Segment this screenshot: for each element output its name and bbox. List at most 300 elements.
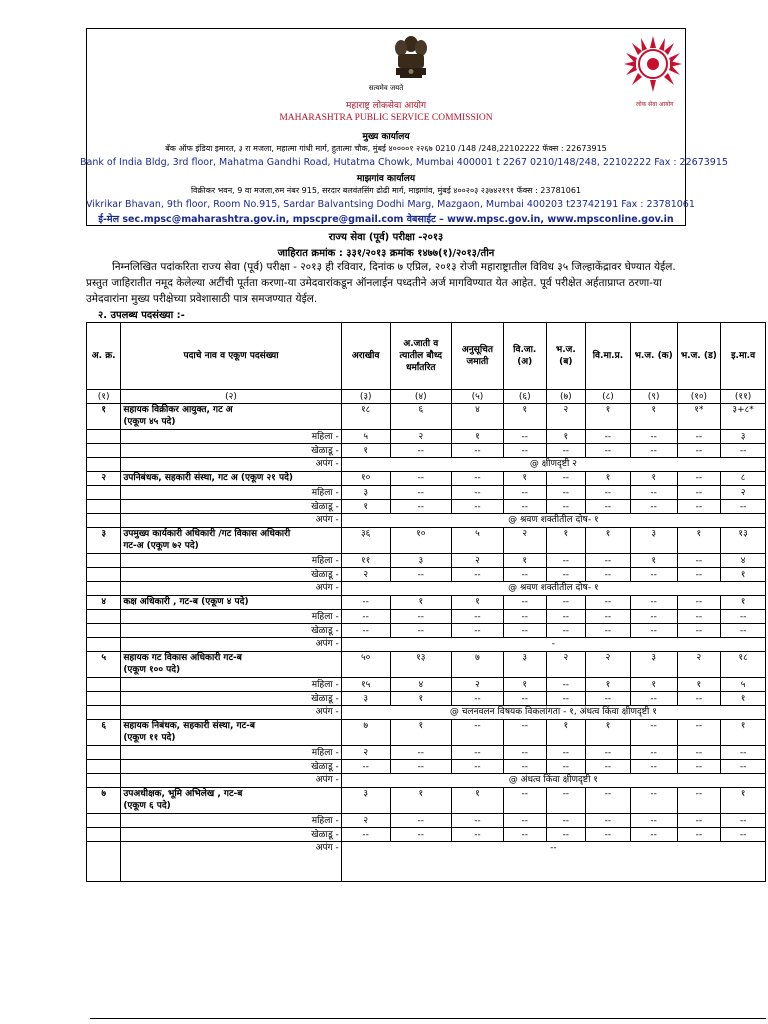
empty-cell: [87, 814, 121, 828]
kheladu-count-cell: --: [721, 444, 766, 458]
post-count-cell: १: [721, 596, 766, 610]
post-count-cell: ३: [630, 652, 677, 678]
header-sc: अ.जाती व त्यातील बौध्द धर्मांतरित: [390, 323, 451, 390]
mahila-count-cell: ११: [341, 554, 390, 568]
post-count-cell: १: [630, 472, 677, 486]
paragraph-line-3: उमेदवारांना मुख्य परीक्षेच्या प्रवेशासाठी पात्र समजण्यात येईल.: [86, 293, 318, 305]
table-row-kheladu: [87, 760, 766, 774]
kheladu-count-cell: --: [677, 692, 721, 706]
mahila-count-cell: १: [546, 430, 586, 444]
branch-office-address-english: Vikrikar Bhavan, 9th floor, Room No.915, Sardar Balvantsing Dodhi Marg, Mazgaon, Mumbai 400203 t23742191 Fax : 23781061: [86, 199, 695, 210]
kheladu-count-cell: ३: [341, 692, 390, 706]
col-number: (९): [630, 390, 677, 404]
kheladu-count-cell: --: [677, 624, 721, 638]
mahila-count-cell: --: [630, 610, 677, 624]
header-ntd: भ.ज. (ड): [677, 323, 721, 390]
post-name-line-1: सहायक विक्रीकर आयुक्त, गट अ: [123, 405, 233, 415]
post-count-cell: ८: [721, 472, 766, 486]
post-serial: ७: [87, 788, 121, 814]
kheladu-count-cell: १: [390, 692, 451, 706]
apang-note: -: [341, 638, 765, 652]
mahila-count-cell: --: [677, 486, 721, 500]
mahila-count-cell: --: [586, 610, 631, 624]
mahila-count-cell: ३: [341, 486, 390, 500]
kheladu-count-cell: --: [721, 500, 766, 514]
table-row: [87, 788, 766, 814]
head-office-address-english: Bank of India Bldg, 3rd floor, Mahatma Gandhi Road, Hutatma Chowk, Mumbai 400001 t 2267 0210/148/248, 22102222 Fax : 22673915: [80, 157, 728, 168]
post-count-cell: १: [721, 788, 766, 814]
post-count-cell: २: [546, 404, 586, 430]
empty-cell: [87, 458, 121, 472]
kheladu-count-cell: --: [390, 624, 451, 638]
table-row: [87, 652, 766, 678]
kheladu-count-cell: --: [586, 760, 631, 774]
kheladu-count-cell: --: [390, 760, 451, 774]
post-count-cell: --: [677, 720, 721, 746]
kheladu-count-cell: २: [341, 568, 390, 582]
kheladu-count-cell: --: [341, 760, 390, 774]
apang-note: @ चलनवलन विषयक विकलांगता - १, अंधत्व किंवा क्षीणदृष्टी १: [341, 706, 765, 720]
post-count-cell: १: [586, 528, 631, 554]
kheladu-count-cell: --: [630, 444, 677, 458]
mahila-count-cell: २: [451, 678, 503, 692]
mahila-count-cell: ५: [721, 678, 766, 692]
post-count-cell: १: [721, 720, 766, 746]
post-serial: ४: [87, 596, 121, 610]
mahila-count-cell: --: [503, 746, 546, 760]
post-count-cell: १: [677, 528, 721, 554]
table-row: [87, 596, 766, 610]
kheladu-count-cell: --: [546, 760, 586, 774]
table-row-mahila: [87, 430, 766, 444]
kheladu-count-cell: --: [586, 828, 631, 842]
post-count-cell: १८: [721, 652, 766, 678]
mahila-count-cell: --: [677, 814, 721, 828]
emblem-motto: सत्यमेव जयते: [368, 84, 404, 92]
empty-cell: [87, 692, 121, 706]
kheladu-count-cell: --: [630, 828, 677, 842]
apang-note: @ अंधत्व किंवा क्षीणदृष्टी १: [341, 774, 765, 788]
post-count-cell: --: [677, 788, 721, 814]
kheladu-count-cell: --: [721, 828, 766, 842]
mahila-count-cell: --: [586, 814, 631, 828]
advertisement-number: जाहिरात क्रमांक : ३३१/२०१३ क्रमांक १४७७(१)/२०१३/तीन: [277, 248, 495, 259]
post-name-line-1: कक्ष अधिकारी , गट-ब (एकूण ४ पदे): [123, 597, 249, 607]
post-count-cell: ४: [451, 404, 503, 430]
kheladu-count-cell: --: [503, 828, 546, 842]
post-count-cell: २: [677, 652, 721, 678]
letterhead-box: [86, 28, 695, 226]
post-count-cell: १: [630, 404, 677, 430]
empty-cell: [87, 760, 121, 774]
post-count-cell: ३: [630, 528, 677, 554]
table-row-mahila: [87, 610, 766, 624]
post-name: [121, 788, 341, 814]
post-count-cell: --: [451, 720, 503, 746]
kheladu-count-cell: --: [503, 568, 546, 582]
post-name-line-1: उपनिबंधक, सहकारी संस्था, गट अ (एकूण २१ पदे): [123, 473, 293, 483]
mahila-count-cell: --: [630, 430, 677, 444]
mahila-count-cell: --: [546, 486, 586, 500]
mahila-count-cell: --: [451, 746, 503, 760]
post-count-cell: १: [390, 788, 451, 814]
table-row-kheladu: [87, 568, 766, 582]
mahila-count-cell: --: [630, 486, 677, 500]
post-name: [121, 528, 341, 554]
kheladu-count-cell: --: [451, 760, 503, 774]
empty-cell: [87, 638, 121, 652]
col-number: (१): [87, 390, 121, 404]
post-count-cell: ७: [451, 652, 503, 678]
apang-note: @ श्रवण शक्तीतील दोष- १: [341, 514, 765, 528]
mahila-count-cell: १: [586, 678, 631, 692]
kheladu-count-cell: --: [390, 828, 451, 842]
mahila-label: महिला -: [121, 610, 341, 624]
mahila-count-cell: --: [390, 486, 451, 500]
kheladu-label: खेळाडू -: [121, 828, 341, 842]
kheladu-count-cell: १: [721, 568, 766, 582]
kheladu-count-cell: --: [546, 568, 586, 582]
header-ntc: भ.ज. (क): [630, 323, 677, 390]
kheladu-count-cell: --: [677, 828, 721, 842]
apang-label: अपंग -: [121, 458, 341, 472]
apang-label: अपंग -: [121, 842, 341, 882]
post-count-cell: १: [451, 596, 503, 610]
post-count-cell: --: [546, 596, 586, 610]
kheladu-count-cell: --: [586, 444, 631, 458]
mahila-count-cell: --: [546, 554, 586, 568]
kheladu-label: खेळाडू -: [121, 692, 341, 706]
post-count-cell: --: [503, 788, 546, 814]
post-count-cell: १: [586, 472, 631, 486]
kheladu-count-cell: १: [341, 500, 390, 514]
post-count-cell: ६: [390, 404, 451, 430]
table-row: [87, 404, 766, 430]
col-number: (१०): [677, 390, 721, 404]
post-count-cell: १: [546, 528, 586, 554]
kheladu-count-cell: --: [503, 444, 546, 458]
post-count-cell: २: [586, 652, 631, 678]
exam-title: राज्य सेवा (पूर्व) परीक्षा -२०१३: [328, 232, 444, 243]
post-count-cell: --: [451, 472, 503, 486]
table-row-apang: [87, 458, 766, 472]
table-row: [87, 720, 766, 746]
kheladu-count-cell: --: [630, 760, 677, 774]
branch-office-label: माझगांव कार्यालय: [356, 174, 416, 184]
post-count-cell: ३६: [341, 528, 390, 554]
post-count-cell: --: [503, 720, 546, 746]
post-count-cell: ५०: [341, 652, 390, 678]
mahila-count-cell: ४: [390, 678, 451, 692]
mahila-count-cell: --: [341, 610, 390, 624]
kheladu-count-cell: --: [390, 500, 451, 514]
kheladu-label: खेळाडू -: [121, 444, 341, 458]
post-count-cell: ७: [341, 720, 390, 746]
post-serial: ६: [87, 720, 121, 746]
kheladu-count-cell: --: [546, 444, 586, 458]
kheladu-count-cell: --: [721, 760, 766, 774]
post-name-line-1: सहायक गट विकास अधिकारी गट-ब: [123, 653, 242, 663]
kheladu-count-cell: --: [630, 692, 677, 706]
post-count-cell: १: [546, 720, 586, 746]
post-name-line-1: उपमुख्य कार्यकारी अधिकारी /गट विकास अधिकारी: [123, 529, 291, 539]
empty-cell: [87, 828, 121, 842]
empty-cell: [87, 774, 121, 788]
kheladu-count-cell: --: [586, 568, 631, 582]
post-count-cell: --: [630, 720, 677, 746]
table-row-kheladu: [87, 692, 766, 706]
mahila-count-cell: --: [586, 554, 631, 568]
ashoka-emblem-icon: [388, 34, 434, 90]
mahila-count-cell: --: [677, 554, 721, 568]
empty-cell: [87, 444, 121, 458]
mahila-count-cell: --: [546, 814, 586, 828]
mahila-count-cell: --: [721, 610, 766, 624]
mahila-count-cell: १: [630, 554, 677, 568]
mahila-label: महिला -: [121, 486, 341, 500]
mahila-count-cell: --: [503, 814, 546, 828]
post-count-cell: १: [586, 404, 631, 430]
table-row: [87, 528, 766, 554]
mahila-label: महिला -: [121, 814, 341, 828]
kheladu-count-cell: --: [630, 568, 677, 582]
mahila-count-cell: --: [586, 746, 631, 760]
post-count-cell: --: [546, 788, 586, 814]
kheladu-count-cell: १: [721, 692, 766, 706]
kheladu-label: खेळाडू -: [121, 760, 341, 774]
table-row-kheladu: [87, 500, 766, 514]
post-name-line-2: (एकूण ११ पदे): [123, 733, 176, 743]
section-heading: २. उपलब्ध पदसंख्या :-: [98, 310, 185, 321]
apang-label: अपंग -: [121, 706, 341, 720]
table-row-mahila: [87, 486, 766, 500]
mahila-count-cell: १: [630, 678, 677, 692]
page-bottom-rule: [90, 1018, 766, 1019]
post-count-cell: ५: [451, 528, 503, 554]
col-number: (२): [121, 390, 341, 404]
post-count-cell: --: [586, 788, 631, 814]
post-name-line-1: सहायक निबंधक, सहकारी संस्था, गट-ब: [123, 721, 256, 731]
mahila-count-cell: ५: [341, 430, 390, 444]
kheladu-label: खेळाडू -: [121, 500, 341, 514]
post-count-cell: १: [390, 596, 451, 610]
mahila-count-cell: --: [721, 814, 766, 828]
mahila-label: महिला -: [121, 554, 341, 568]
col-number: (५): [451, 390, 503, 404]
post-name-line-2: गट-अ (एकूण ७२ पदे): [123, 541, 199, 551]
kheladu-count-cell: --: [451, 568, 503, 582]
mahila-count-cell: --: [546, 678, 586, 692]
post-count-cell: १*: [677, 404, 721, 430]
kheladu-label: खेळाडू -: [121, 568, 341, 582]
mahila-count-cell: २: [341, 746, 390, 760]
header-sbc: वि.मा.प्र.: [586, 323, 631, 390]
header-post-name: पदाचे नाव व एकूण पदसंख्या: [121, 323, 341, 390]
mahila-label: महिला -: [121, 746, 341, 760]
table-row-mahila: [87, 554, 766, 568]
post-name: [121, 596, 341, 610]
apang-label: अपंग -: [121, 514, 341, 528]
mahila-count-cell: --: [451, 486, 503, 500]
table-row-mahila: [87, 814, 766, 828]
kheladu-count-cell: --: [630, 624, 677, 638]
post-name: [121, 720, 341, 746]
post-count-cell: ३: [341, 788, 390, 814]
empty-cell: [87, 746, 121, 760]
post-name-line-2: (एकूण ४५ पदे): [123, 417, 176, 427]
empty-cell: [87, 568, 121, 582]
table-row-apang: [87, 706, 766, 720]
table-row-kheladu: [87, 624, 766, 638]
apang-label: अपंग -: [121, 774, 341, 788]
post-count-cell: १: [586, 720, 631, 746]
kheladu-count-cell: --: [546, 500, 586, 514]
kheladu-count-cell: --: [451, 624, 503, 638]
seal-caption: लोक सेवा आयोग: [636, 101, 674, 108]
mahila-count-cell: --: [586, 430, 631, 444]
apang-note: --: [341, 842, 765, 882]
column-number-row: [87, 390, 766, 404]
org-name-english: MAHARASHTRA PUBLIC SERVICE COMMISSION: [279, 113, 493, 123]
kheladu-count-cell: --: [451, 828, 503, 842]
mahila-count-cell: --: [503, 486, 546, 500]
table-row: [87, 472, 766, 486]
empty-cell: [87, 842, 121, 882]
post-count-cell: --: [503, 596, 546, 610]
table-row-kheladu: [87, 444, 766, 458]
empty-cell: [87, 554, 121, 568]
kheladu-count-cell: --: [341, 828, 390, 842]
post-name: [121, 404, 341, 430]
header-st: अनुसूचित जमाती: [451, 323, 503, 390]
post-count-cell: --: [630, 596, 677, 610]
mahila-count-cell: --: [451, 814, 503, 828]
table-row-apang: [87, 514, 766, 528]
table-row-apang: [87, 842, 766, 882]
mahila-count-cell: --: [451, 610, 503, 624]
post-count-cell: १: [503, 404, 546, 430]
table-row-apang: [87, 638, 766, 652]
kheladu-count-cell: --: [451, 692, 503, 706]
header-ntb: भ.ज. (ब): [546, 323, 586, 390]
apang-note: @ क्षीणदृष्टी २: [341, 458, 765, 472]
mahila-count-cell: --: [390, 814, 451, 828]
post-count-cell: १०: [390, 528, 451, 554]
mahila-count-cell: १: [677, 678, 721, 692]
kheladu-count-cell: --: [341, 624, 390, 638]
kheladu-count-cell: --: [503, 624, 546, 638]
post-count-cell: --: [586, 596, 631, 610]
col-number: (११): [721, 390, 766, 404]
kheladu-count-cell: --: [451, 444, 503, 458]
apang-label: अपंग -: [121, 582, 341, 596]
empty-cell: [87, 500, 121, 514]
head-office-label: मुख्य कार्यालय: [362, 132, 410, 142]
post-serial: ५: [87, 652, 121, 678]
kheladu-count-cell: --: [586, 624, 631, 638]
empty-cell: [87, 430, 121, 444]
col-number: (८): [586, 390, 631, 404]
mahila-count-cell: --: [586, 486, 631, 500]
kheladu-count-cell: --: [586, 692, 631, 706]
header-obc: इ.मा.व: [721, 323, 766, 390]
col-number: (४): [390, 390, 451, 404]
empty-cell: [87, 514, 121, 528]
mahila-count-cell: १: [451, 430, 503, 444]
kheladu-count-cell: --: [546, 624, 586, 638]
apang-note: @ श्रवण शक्तीतील दोष- १: [341, 582, 765, 596]
post-count-cell: --: [677, 472, 721, 486]
kheladu-count-cell: --: [546, 692, 586, 706]
post-count-cell: २: [503, 528, 546, 554]
mahila-count-cell: --: [677, 746, 721, 760]
post-count-cell: --: [546, 472, 586, 486]
kheladu-count-cell: --: [677, 444, 721, 458]
mahila-count-cell: --: [503, 610, 546, 624]
post-count-cell: १०: [341, 472, 390, 486]
kheladu-count-cell: --: [503, 760, 546, 774]
kheladu-count-cell: --: [390, 444, 451, 458]
kheladu-count-cell: --: [586, 500, 631, 514]
mahila-count-cell: --: [630, 746, 677, 760]
mahila-count-cell: ३: [390, 554, 451, 568]
post-count-cell: १३: [721, 528, 766, 554]
contact-line: ई-मेल sec.mpsc@maharashtra.gov.in, mpscpre@gmail.com वेबसाईट – www.mpsc.gov.in, www.mpsconline.gov.in: [98, 214, 674, 225]
mahila-count-cell: २: [451, 554, 503, 568]
empty-cell: [87, 624, 121, 638]
kheladu-count-cell: --: [630, 500, 677, 514]
header-unreserved: अराखीव: [341, 323, 390, 390]
mahila-count-cell: ४: [721, 554, 766, 568]
mahila-count-cell: --: [390, 746, 451, 760]
kheladu-count-cell: --: [451, 500, 503, 514]
mahila-label: महिला -: [121, 430, 341, 444]
col-number: (६): [503, 390, 546, 404]
mahila-count-cell: २: [721, 486, 766, 500]
kheladu-count-cell: --: [721, 624, 766, 638]
post-count-cell: --: [677, 596, 721, 610]
post-count-cell: ३+८*: [721, 404, 766, 430]
post-count-cell: १: [451, 788, 503, 814]
post-name: [121, 472, 341, 486]
empty-cell: [87, 582, 121, 596]
kheladu-label: खेळाडू -: [121, 624, 341, 638]
header-serial: अ. क्र.: [87, 323, 121, 390]
post-serial: २: [87, 472, 121, 486]
apang-label: अपंग -: [121, 638, 341, 652]
col-number: (३): [341, 390, 390, 404]
table-header-row: [87, 323, 766, 390]
mahila-count-cell: --: [677, 430, 721, 444]
post-count-cell: --: [341, 596, 390, 610]
mahila-count-cell: १: [503, 678, 546, 692]
table-row-kheladu: [87, 828, 766, 842]
kheladu-count-cell: --: [677, 500, 721, 514]
kheladu-count-cell: --: [503, 500, 546, 514]
kheladu-count-cell: --: [677, 568, 721, 582]
post-serial: ३: [87, 528, 121, 554]
paragraph-line-2: प्रस्तुत जाहिरातीत नमूद केलेल्या अटींची पूर्तता करणा-या उमेदवारांकडून ऑनलाईन पध्दतीने अर्ज मागविण्यात येत आहेत. पूर्व परीक्षेत अर्हताप्राप्त ठरणा-या: [86, 277, 662, 289]
branch-office-address-marathi: विक्रीकर भवन, 9 वा मजला,रुम नंबर 915, सरदार बलवंतसिंग ढोढी मार्ग, माझगांव, मुंबई ४००२०३ २३७४२१९१ फॅक्स : 23781061: [190, 186, 582, 195]
mahila-count-cell: १५: [341, 678, 390, 692]
posts-table-body: [87, 404, 766, 882]
mpsc-seal-icon: [622, 34, 684, 108]
kheladu-count-cell: --: [677, 760, 721, 774]
kheladu-count-cell: --: [503, 692, 546, 706]
table-row-mahila: [87, 746, 766, 760]
post-name: [121, 652, 341, 678]
post-count-cell: --: [390, 472, 451, 486]
